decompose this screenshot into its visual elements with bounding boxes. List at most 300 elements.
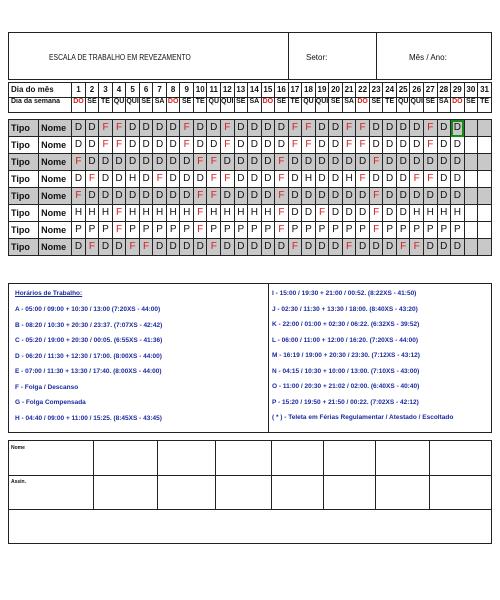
shift-cell[interactable]: F: [99, 120, 113, 137]
shift-cell[interactable]: D: [234, 188, 248, 205]
shift-cell[interactable]: D: [437, 239, 451, 256]
shift-cell[interactable]: D: [72, 239, 86, 256]
shift-cell[interactable]: F: [423, 137, 437, 154]
shift-cell[interactable]: H: [207, 205, 221, 222]
shift-cell[interactable]: F: [275, 154, 289, 171]
day-number: 11: [207, 83, 221, 98]
shift-cell[interactable]: D: [356, 154, 370, 171]
shift-cell[interactable]: D: [126, 188, 140, 205]
shift-cell[interactable]: D: [193, 120, 207, 137]
shift-cell[interactable]: D: [410, 137, 424, 154]
shift-cell[interactable]: D: [302, 205, 316, 222]
shift-cell[interactable]: D: [261, 188, 275, 205]
shift-cell[interactable]: D: [85, 137, 99, 154]
shift-cell[interactable]: D: [180, 171, 194, 188]
shift-cell[interactable]: F: [342, 239, 356, 256]
shift-cell[interactable]: D: [329, 137, 343, 154]
shift-cell[interactable]: D: [396, 137, 410, 154]
shift-cell[interactable]: D: [166, 154, 180, 171]
shift-cell[interactable]: D: [315, 137, 329, 154]
shift-cell[interactable]: P: [180, 222, 194, 239]
weekday-cell: SE: [180, 98, 194, 113]
shift-cell[interactable]: D: [261, 171, 275, 188]
shift-cell[interactable]: D: [451, 188, 465, 205]
shift-cell[interactable]: [478, 205, 492, 222]
shift-cell[interactable]: H: [221, 205, 235, 222]
shift-cell[interactable]: D: [248, 154, 262, 171]
shift-cell[interactable]: D: [72, 171, 86, 188]
shift-cell[interactable]: D: [356, 239, 370, 256]
shift-cell[interactable]: P: [72, 222, 86, 239]
shift-cell[interactable]: D: [275, 239, 289, 256]
shift-cell[interactable]: P: [288, 222, 302, 239]
shift-cell[interactable]: D: [221, 154, 235, 171]
shift-cell[interactable]: [478, 188, 492, 205]
shift-cell[interactable]: D: [383, 120, 397, 137]
shift-cell[interactable]: F: [369, 154, 383, 171]
shift-cell[interactable]: F: [396, 239, 410, 256]
legend-item: A - 05:00 / 09:00 + 10:30 / 13:00 (7:20XS - 44:00): [15, 306, 161, 313]
shift-cell[interactable]: D: [139, 188, 153, 205]
shift-cell[interactable]: D: [329, 188, 343, 205]
shift-cell[interactable]: D: [383, 171, 397, 188]
shift-cell[interactable]: F: [85, 239, 99, 256]
shift-cell[interactable]: D: [166, 120, 180, 137]
shift-cell[interactable]: [478, 154, 492, 171]
table-row: [9, 205, 492, 222]
shift-cell[interactable]: H: [302, 171, 316, 188]
shift-cell[interactable]: F: [221, 120, 235, 137]
day-number: 7: [153, 83, 167, 98]
nome-cell: Nome: [39, 154, 72, 171]
shift-cell[interactable]: F: [193, 188, 207, 205]
day-label: Dia do mês: [9, 83, 72, 98]
shift-cell[interactable]: D: [369, 120, 383, 137]
shift-cell[interactable]: D: [126, 137, 140, 154]
shift-cell[interactable]: [464, 222, 478, 239]
shift-cell[interactable]: F: [342, 137, 356, 154]
shift-cell[interactable]: D: [329, 239, 343, 256]
shift-cell[interactable]: D: [396, 188, 410, 205]
day-number: 5: [126, 83, 140, 98]
shift-cell[interactable]: D: [315, 239, 329, 256]
tipo-cell: Tipo: [9, 239, 39, 256]
legend-title: Horários de Trabalho:: [15, 290, 83, 297]
shift-cell[interactable]: F: [369, 205, 383, 222]
shift-cell[interactable]: F: [369, 188, 383, 205]
day-number: 21: [342, 83, 356, 98]
shift-cell[interactable]: D: [248, 188, 262, 205]
shift-cell[interactable]: D: [112, 154, 126, 171]
shift-cell[interactable]: D: [383, 205, 397, 222]
shift-cell[interactable]: F: [356, 171, 370, 188]
nome-cell: Nome: [39, 222, 72, 239]
shift-cell[interactable]: F: [72, 154, 86, 171]
shift-cell[interactable]: P: [139, 222, 153, 239]
signature-row: [9, 475, 491, 510]
shift-cell[interactable]: F: [288, 137, 302, 154]
shift-cell[interactable]: H: [234, 205, 248, 222]
shift-cell[interactable]: H: [99, 205, 113, 222]
shift-cell[interactable]: F: [112, 222, 126, 239]
shift-cell[interactable]: F: [180, 137, 194, 154]
shift-cell[interactable]: D: [112, 171, 126, 188]
weekday-cell: SA: [153, 98, 167, 113]
day-number-row: [9, 83, 492, 98]
shift-cell[interactable]: D: [248, 137, 262, 154]
shift-cell[interactable]: F: [221, 171, 235, 188]
shift-cell[interactable]: [478, 120, 492, 137]
shift-cell[interactable]: D: [315, 154, 329, 171]
shift-cell[interactable]: H: [153, 205, 167, 222]
shift-cell[interactable]: F: [72, 188, 86, 205]
shift-cell[interactable]: [464, 205, 478, 222]
shift-cell[interactable]: H: [139, 205, 153, 222]
weekday-cell: SE: [139, 98, 153, 113]
shift-cell[interactable]: D: [423, 188, 437, 205]
shift-cell[interactable]: D: [383, 154, 397, 171]
shift-cell[interactable]: H: [437, 205, 451, 222]
shift-cell[interactable]: D: [139, 171, 153, 188]
shift-cell[interactable]: D: [261, 239, 275, 256]
shift-cell[interactable]: P: [85, 222, 99, 239]
shift-cell[interactable]: F: [342, 120, 356, 137]
weekday-cell: QU: [112, 98, 126, 113]
weekday-cell: DO: [451, 98, 465, 113]
shift-cell[interactable]: D: [261, 137, 275, 154]
shift-cell[interactable]: H: [126, 171, 140, 188]
shift-cell[interactable]: P: [248, 222, 262, 239]
shift-cell[interactable]: D: [437, 154, 451, 171]
shift-cell[interactable]: D: [153, 154, 167, 171]
shift-cell[interactable]: F: [112, 137, 126, 154]
shift-cell[interactable]: D: [99, 171, 113, 188]
shift-cell[interactable]: F: [288, 120, 302, 137]
shift-cell[interactable]: F: [180, 120, 194, 137]
shift-cell[interactable]: D: [248, 239, 262, 256]
shift-cell[interactable]: D: [302, 154, 316, 171]
divider: [268, 284, 269, 432]
shift-cell[interactable]: H: [410, 205, 424, 222]
shift-cell[interactable]: D: [451, 137, 465, 154]
shift-cell[interactable]: D: [288, 205, 302, 222]
shift-cell[interactable]: D: [288, 188, 302, 205]
shift-cell[interactable]: D: [234, 171, 248, 188]
shift-cell[interactable]: P: [99, 222, 113, 239]
shift-cell[interactable]: D: [112, 239, 126, 256]
shift-cell[interactable]: D: [288, 154, 302, 171]
shift-cell[interactable]: D: [275, 120, 289, 137]
shift-cell[interactable]: F: [193, 222, 207, 239]
shift-cell[interactable]: F: [288, 239, 302, 256]
day-number: 19: [315, 83, 329, 98]
day-number: 29: [451, 83, 465, 98]
shift-cell[interactable]: D: [234, 120, 248, 137]
table-row: [9, 120, 492, 137]
legend-item: D - 06:20 / 11:30 + 12:30 / 17:00. (8:00XS - 44:00): [15, 352, 162, 360]
shift-cell[interactable]: D: [193, 137, 207, 154]
shift-cell[interactable]: D: [234, 239, 248, 256]
shift-cell[interactable]: D: [193, 239, 207, 256]
shift-cell[interactable]: F: [275, 205, 289, 222]
shift-cell[interactable]: D: [234, 137, 248, 154]
shift-cell[interactable]: D: [356, 205, 370, 222]
shift-cell[interactable]: D: [410, 154, 424, 171]
shift-cell[interactable]: F: [356, 137, 370, 154]
shift-cell[interactable]: D: [369, 171, 383, 188]
shift-cell[interactable]: D: [423, 154, 437, 171]
shift-cell[interactable]: P: [423, 222, 437, 239]
shift-cell[interactable]: P: [410, 222, 424, 239]
shift-cell[interactable]: D: [85, 188, 99, 205]
shift-cell[interactable]: F: [302, 137, 316, 154]
shift-cell[interactable]: [478, 239, 492, 256]
shift-cell[interactable]: [464, 120, 478, 137]
legend-item: E - 07:00 / 11:30 + 13:30 / 17:40. (8:00XS - 44:00): [15, 368, 162, 375]
shift-cell[interactable]: F: [207, 171, 221, 188]
shift-cell[interactable]: P: [396, 222, 410, 239]
shift-cell[interactable]: D: [99, 239, 113, 256]
shift-cell[interactable]: D: [153, 188, 167, 205]
day-number: 14: [248, 83, 262, 98]
shift-cell[interactable]: D: [166, 171, 180, 188]
tipo-cell: Tipo: [9, 188, 39, 205]
shift-cell[interactable]: D: [302, 188, 316, 205]
shift-cell[interactable]: H: [261, 205, 275, 222]
shift-cell[interactable]: P: [166, 222, 180, 239]
shift-cell[interactable]: [464, 137, 478, 154]
weekday-cell: TE: [99, 98, 113, 113]
shift-cell[interactable]: D: [437, 171, 451, 188]
shift-cell[interactable]: D: [329, 171, 343, 188]
shift-cell[interactable]: F: [207, 239, 221, 256]
shift-cell[interactable]: P: [342, 222, 356, 239]
shift-cell[interactable]: [464, 154, 478, 171]
shift-cell[interactable]: D: [342, 154, 356, 171]
shift-cell[interactable]: D: [166, 239, 180, 256]
shift-cell[interactable]: D: [437, 137, 451, 154]
weekday-cell: DO: [356, 98, 370, 113]
shift-cell[interactable]: D: [248, 171, 262, 188]
shift-cell[interactable]: F: [139, 239, 153, 256]
shift-cell[interactable]: D: [329, 154, 343, 171]
shift-cell[interactable]: D: [126, 154, 140, 171]
shift-cell[interactable]: D: [166, 188, 180, 205]
shift-cell[interactable]: D: [302, 239, 316, 256]
shift-cell[interactable]: P: [221, 222, 235, 239]
shift-cell[interactable]: D: [369, 239, 383, 256]
shift-cell[interactable]: F: [356, 120, 370, 137]
shift-cell[interactable]: H: [72, 205, 86, 222]
shift-cell[interactable]: P: [383, 222, 397, 239]
shift-cell[interactable]: D: [451, 171, 465, 188]
shift-cell[interactable]: D: [410, 188, 424, 205]
shift-cell[interactable]: D: [207, 120, 221, 137]
shift-cell[interactable]: F: [207, 188, 221, 205]
shift-cell[interactable]: D: [451, 120, 465, 137]
shift-cell[interactable]: D: [451, 154, 465, 171]
shift-cell[interactable]: D: [180, 188, 194, 205]
shift-cell[interactable]: D: [437, 188, 451, 205]
shift-cell[interactable]: D: [112, 188, 126, 205]
shift-cell[interactable]: H: [180, 205, 194, 222]
shift-cell[interactable]: P: [126, 222, 140, 239]
shift-cell[interactable]: F: [410, 171, 424, 188]
shift-cell[interactable]: P: [356, 222, 370, 239]
shift-cell[interactable]: D: [221, 239, 235, 256]
shift-cell[interactable]: D: [275, 137, 289, 154]
day-number: 16: [275, 83, 289, 98]
shift-cell[interactable]: D: [383, 239, 397, 256]
shift-cell[interactable]: F: [193, 205, 207, 222]
shift-cell[interactable]: F: [99, 137, 113, 154]
shift-cell[interactable]: D: [437, 120, 451, 137]
spacer-cell: [9, 113, 492, 120]
shift-cell[interactable]: H: [166, 205, 180, 222]
shift-cell[interactable]: F: [126, 239, 140, 256]
signature-column-divider: [375, 441, 376, 509]
shift-cell[interactable]: H: [423, 205, 437, 222]
shift-cell[interactable]: [478, 171, 492, 188]
shift-cell[interactable]: H: [126, 205, 140, 222]
shift-cell[interactable]: D: [153, 137, 167, 154]
legend-item: B - 08:20 / 10:30 + 20:30 / 23:37. (7:07XS - 42:42): [15, 321, 163, 329]
tipo-cell: Tipo: [9, 205, 39, 222]
shift-cell[interactable]: D: [342, 205, 356, 222]
shift-cell[interactable]: F: [315, 205, 329, 222]
shift-cell[interactable]: H: [342, 171, 356, 188]
legend-item: J - 02:30 / 11:30 + 13:30 / 18:00. (8:40XS - 43:20): [272, 305, 418, 313]
shift-cell[interactable]: [478, 222, 492, 239]
shift-cell[interactable]: D: [153, 120, 167, 137]
shift-cell[interactable]: D: [139, 120, 153, 137]
shift-cell[interactable]: H: [451, 205, 465, 222]
shift-cell[interactable]: F: [275, 222, 289, 239]
weekday-cell: DO: [261, 98, 275, 113]
shift-cell[interactable]: [464, 171, 478, 188]
shift-cell[interactable]: D: [72, 137, 86, 154]
shift-cell[interactable]: D: [383, 188, 397, 205]
day-number: 17: [288, 83, 302, 98]
shift-cell[interactable]: D: [396, 154, 410, 171]
shift-cell[interactable]: F: [193, 154, 207, 171]
shift-cell[interactable]: D: [207, 137, 221, 154]
shift-cell[interactable]: D: [180, 239, 194, 256]
day-number: 1: [72, 83, 86, 98]
shift-cell[interactable]: [464, 239, 478, 256]
weekday-cell: DO: [72, 98, 86, 113]
shift-cell[interactable]: [464, 188, 478, 205]
shift-cell[interactable]: [478, 137, 492, 154]
shift-cell[interactable]: D: [315, 171, 329, 188]
shift-cell[interactable]: F: [410, 239, 424, 256]
shift-cell[interactable]: D: [396, 205, 410, 222]
shift-cell[interactable]: F: [85, 171, 99, 188]
shift-cell[interactable]: D: [234, 154, 248, 171]
shift-cell[interactable]: D: [85, 154, 99, 171]
weekday-cell: SE: [464, 98, 478, 113]
row-spacer: [9, 113, 492, 120]
shift-cell[interactable]: P: [302, 222, 316, 239]
shift-cell[interactable]: D: [342, 188, 356, 205]
shift-cell[interactable]: D: [139, 137, 153, 154]
shift-cell[interactable]: D: [261, 154, 275, 171]
shift-cell[interactable]: D: [193, 171, 207, 188]
shift-cell[interactable]: F: [207, 154, 221, 171]
shift-cell[interactable]: D: [329, 120, 343, 137]
header-box: [8, 32, 492, 80]
shift-cell[interactable]: F: [275, 188, 289, 205]
legend-item: I - 15:00 / 19:30 + 21:00 / 00:52. (8:22XS - 41:50): [272, 290, 417, 297]
shift-cell[interactable]: D: [315, 120, 329, 137]
shift-cell[interactable]: D: [153, 239, 167, 256]
shift-cell[interactable]: D: [329, 205, 343, 222]
day-number: 13: [234, 83, 248, 98]
shift-cell[interactable]: D: [99, 154, 113, 171]
shift-cell[interactable]: D: [180, 154, 194, 171]
shift-cell[interactable]: F: [369, 222, 383, 239]
shift-cell[interactable]: P: [207, 222, 221, 239]
shift-cell[interactable]: F: [112, 120, 126, 137]
shift-cell[interactable]: F: [423, 171, 437, 188]
shift-cell[interactable]: P: [329, 222, 343, 239]
shift-cell[interactable]: D: [356, 188, 370, 205]
shift-cell[interactable]: D: [99, 188, 113, 205]
shift-cell[interactable]: F: [423, 120, 437, 137]
shift-cell[interactable]: H: [85, 205, 99, 222]
shift-cell[interactable]: D: [396, 120, 410, 137]
shift-cell[interactable]: D: [451, 239, 465, 256]
shift-cell[interactable]: D: [383, 137, 397, 154]
signature-column-divider: [271, 441, 272, 509]
legend-item: K - 22:00 / 01:00 + 02:30 / 06:22. (6:32XS - 39:52): [272, 321, 420, 328]
day-number: 12: [221, 83, 235, 98]
day-number: 20: [329, 83, 343, 98]
shift-cell[interactable]: D: [261, 120, 275, 137]
shift-cell[interactable]: F: [112, 205, 126, 222]
weekday-cell: SA: [248, 98, 262, 113]
shift-cell[interactable]: D: [396, 171, 410, 188]
shift-cell[interactable]: D: [248, 120, 262, 137]
weekday-cell: SE: [423, 98, 437, 113]
shift-cell[interactable]: F: [275, 171, 289, 188]
shift-cell[interactable]: D: [126, 120, 140, 137]
shift-cell[interactable]: H: [248, 205, 262, 222]
table-row: [9, 154, 492, 171]
shift-cell[interactable]: F: [302, 120, 316, 137]
shift-cell[interactable]: D: [315, 188, 329, 205]
shift-cell[interactable]: P: [451, 222, 465, 239]
shift-cell[interactable]: D: [139, 154, 153, 171]
shift-cell[interactable]: D: [369, 137, 383, 154]
shift-cell[interactable]: P: [153, 222, 167, 239]
shift-cell[interactable]: D: [221, 188, 235, 205]
shift-cell[interactable]: F: [153, 171, 167, 188]
weekday-cell: QU: [207, 98, 221, 113]
shift-cell[interactable]: P: [261, 222, 275, 239]
shift-cell[interactable]: P: [315, 222, 329, 239]
shift-cell[interactable]: D: [72, 120, 86, 137]
shift-cell[interactable]: F: [221, 137, 235, 154]
shift-cell[interactable]: P: [437, 222, 451, 239]
shift-cell[interactable]: D: [85, 120, 99, 137]
shift-cell[interactable]: P: [234, 222, 248, 239]
shift-cell[interactable]: D: [410, 120, 424, 137]
shift-cell[interactable]: D: [166, 137, 180, 154]
day-number: 10: [193, 83, 207, 98]
shift-cell[interactable]: D: [288, 171, 302, 188]
shift-cell[interactable]: D: [423, 239, 437, 256]
